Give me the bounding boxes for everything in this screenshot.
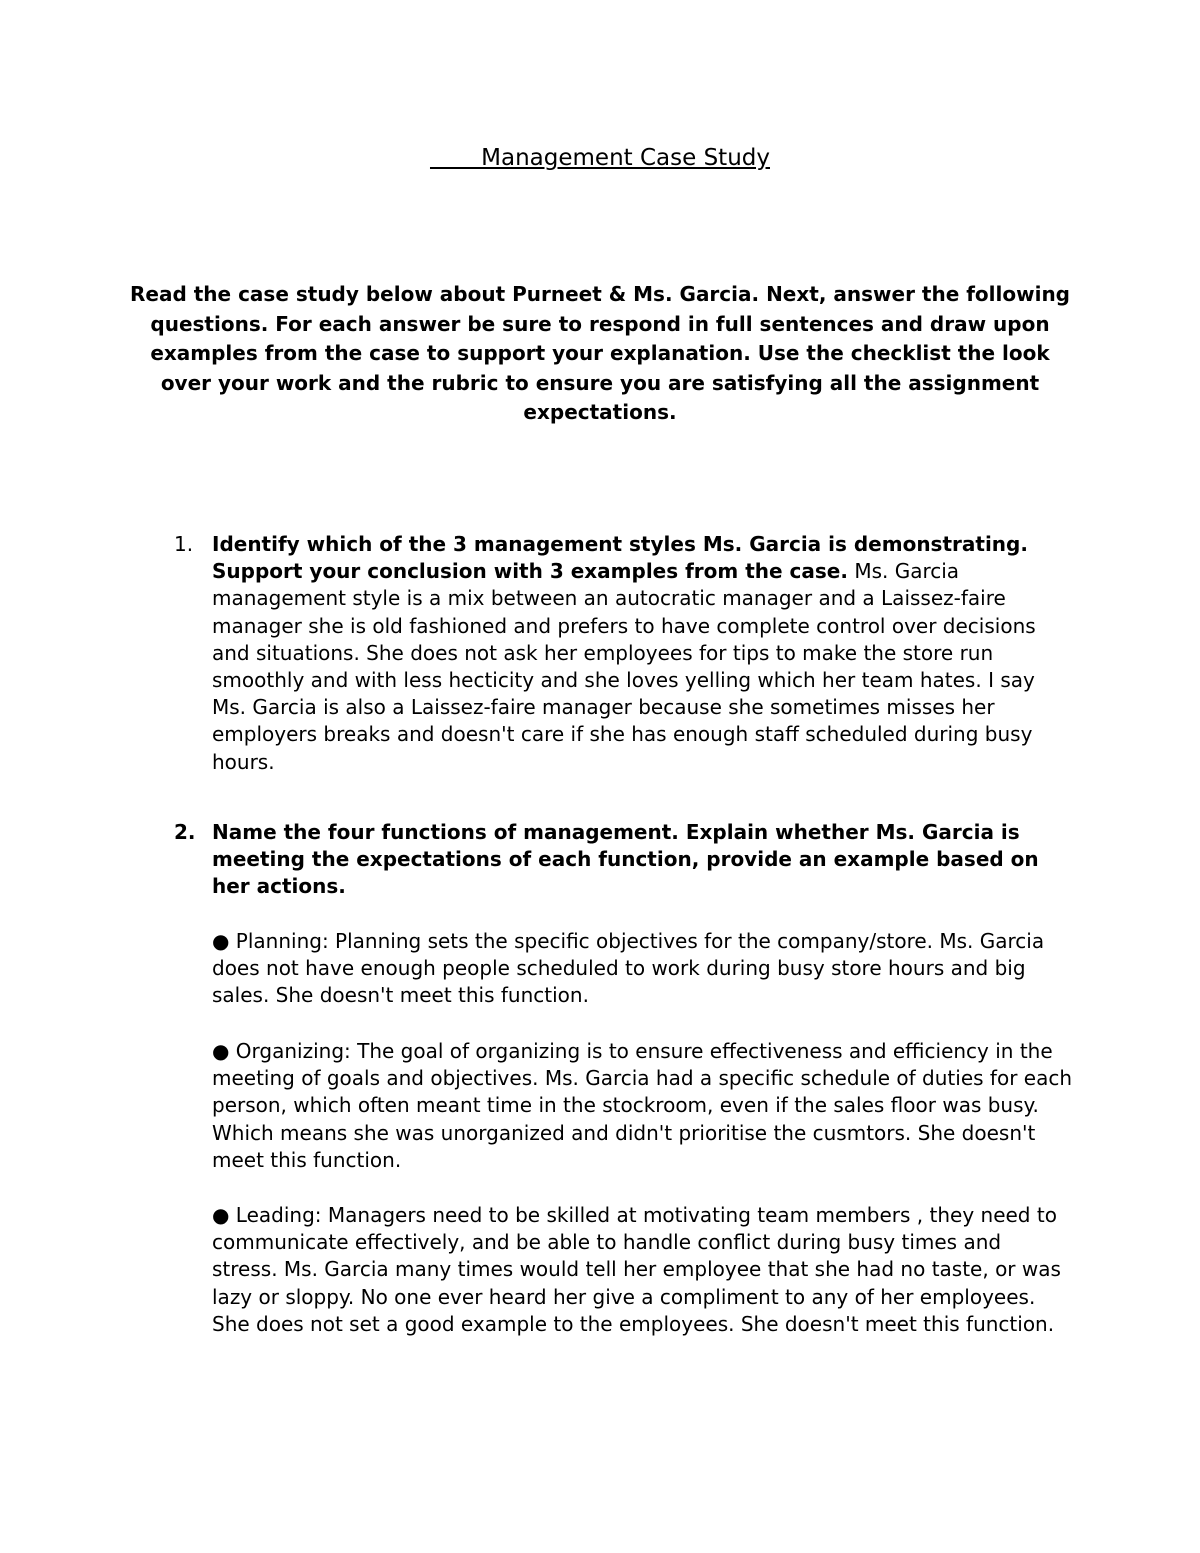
question-2 xyxy=(174,819,1072,901)
question-number: 2. xyxy=(174,820,196,844)
question-prompt: Name the four functions of management. Explain whether Ms. Garcia is meeting the expectations of each function, provide an example based on her actions. xyxy=(212,820,1039,899)
function-organizing: ● Organizing: The goal of organizing is to ensure effectiveness and efficiency in the meeting of goals and objectives. Ms. Garcia had a specific schedule of duties for each person, which often meant time in the stockroom, even if the sales floor was busy. Which means she was unorganized and didn't prioritise the cusmtors. She doesn't meet this function. xyxy=(212,1039,1072,1172)
question-prompt: Identify which of the 3 management styles Ms. Garcia is demonstrating. Support your conclusion with 3 examples from the case. xyxy=(212,532,1028,584)
function-leading: ● Leading: Managers need to be skilled at motivating team members , they need to communicate effectively, and be able to handle conflict during busy times and stress. Ms. Garcia many times would tell her employee that she had no taste, or was lazy or sloppy. No one ever heard her give a compliment to any of her employees. She does not set a good example to the employees. She doesn't meet this function. xyxy=(212,1203,1061,1336)
question-1 xyxy=(174,531,1072,776)
question-answer: Ms. Garcia management style is a mix between an autocratic manager and a Laissez-faire manager she is old fashioned and prefers to have complete control over decisions and situations. She does not ask her employees for tips to make the store run smoothly and with less hecticity and she loves yelling which her team hates. I say Ms. Garcia is also a Laissez-faire manager because she sometimes misses her employers breaks and doesn't care if she has enough staff scheduled during busy hours. xyxy=(212,559,1036,774)
function-planning: ● Planning: Planning sets the specific objectives for the company/store. Ms. Garcia does not have enough people scheduled to work during busy store hours and big sales. She doesn't meet this function. xyxy=(212,929,1045,1008)
instructions-paragraph: Read the case study below about Purneet & Ms. Garcia. Next, answer the following questions. For each answer be sure to respond in full sentences and draw upon examples from the case to support your explanation. Use the checklist the look over your work and the rubric to ensure you are satisfying all the assignment expectations. xyxy=(130,282,1070,424)
page-title: Management Case Study xyxy=(429,145,770,171)
question-number: 1. xyxy=(174,532,194,556)
